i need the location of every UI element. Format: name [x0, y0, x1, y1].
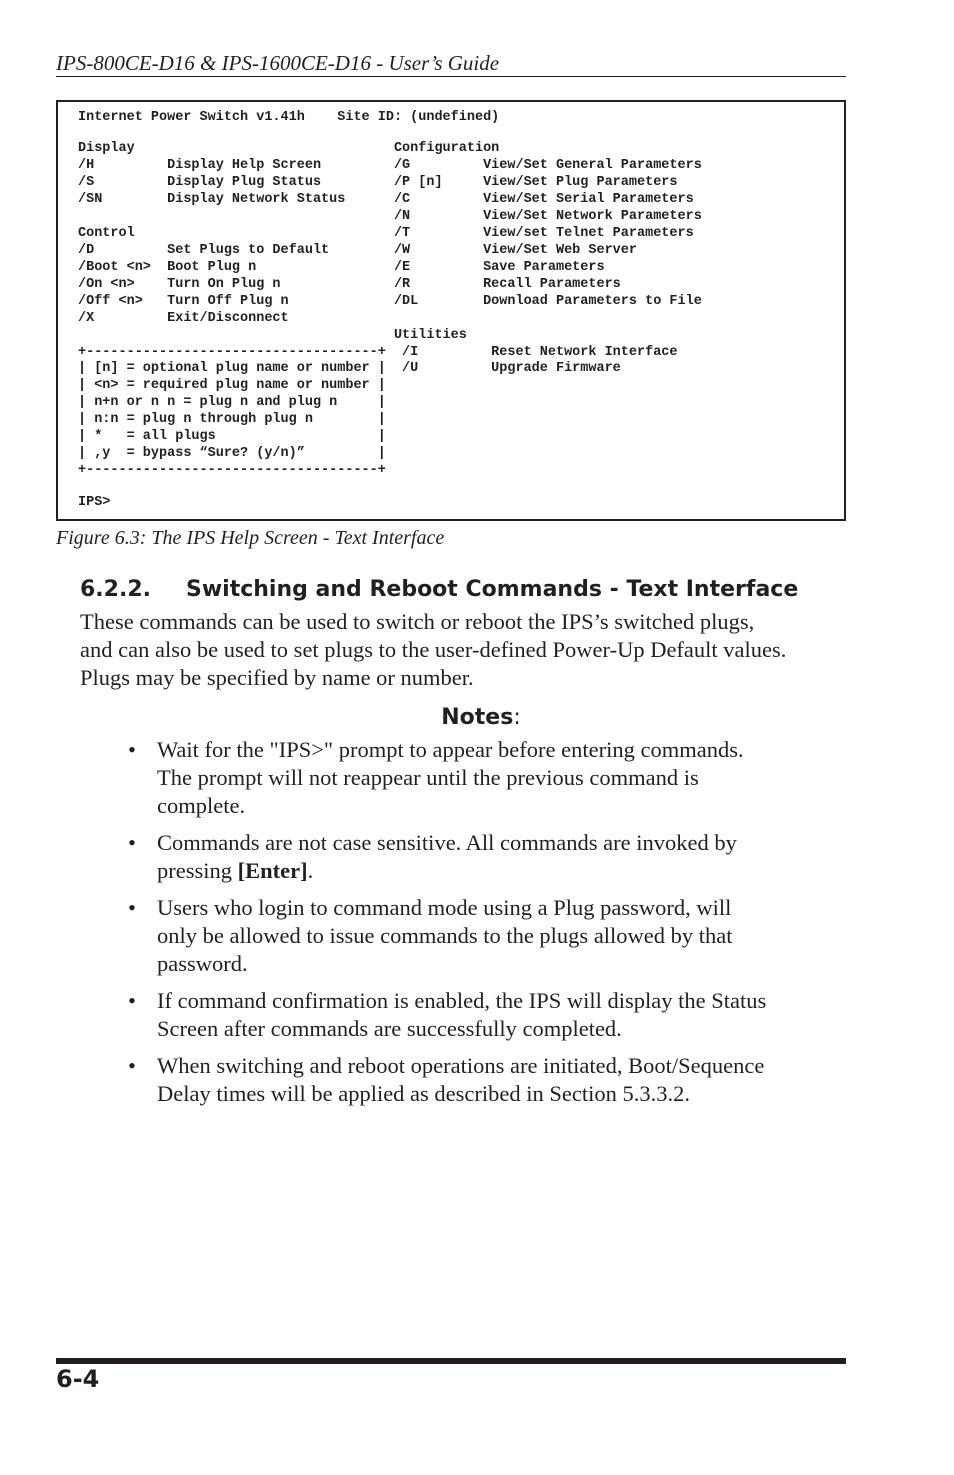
- terminal-line: Control /T View/set Telnet Parameters: [78, 226, 694, 241]
- intro-line: These commands can be used to switch or reboot the IPS’s switched plugs,: [80, 609, 755, 634]
- terminal-line: | n:n = plug n through plug n |: [78, 412, 386, 427]
- terminal-line: +------------------------------------+ /I Reset Network Interface: [78, 345, 678, 360]
- section-number: 6.2.2.: [80, 577, 151, 602]
- terminal-line: | ,y = bypass “Sure? (y/n)” |: [78, 446, 386, 461]
- note-line: If command confirmation is enabled, the IPS will display the Status: [157, 988, 767, 1013]
- terminal-line: /Off <n> Turn Off Plug n /DL Download Parameters to File: [78, 294, 702, 309]
- note-line: The prompt will not reappear until the previous command is: [157, 765, 699, 790]
- note-item: [128, 1052, 828, 1108]
- note-line: Users who login to command mode using a Plug password, will: [157, 895, 732, 920]
- note-item: [128, 736, 828, 820]
- header-rule: [56, 76, 846, 77]
- note-line: Commands are not case sensitive. All commands are invoked by: [157, 830, 737, 855]
- terminal-line: /N View/Set Network Parameters: [78, 209, 702, 224]
- terminal-line: /H Display Help Screen /G View/Set General Parameters: [78, 158, 702, 173]
- note-line: only be allowed to issue commands to the plugs allowed by that: [157, 923, 733, 948]
- terminal-line: +------------------------------------+: [78, 463, 386, 478]
- terminal-line: Display Configuration: [78, 141, 500, 156]
- enter-key-label: [Enter]: [237, 858, 308, 883]
- notes-heading: [0, 703, 954, 733]
- terminal-line: /D Set Plugs to Default /W View/Set Web Server: [78, 243, 637, 258]
- terminal-line: /On <n> Turn On Plug n /R Recall Parameters: [78, 277, 621, 292]
- note-text-segment: pressing: [157, 858, 238, 883]
- terminal-line: /S Display Plug Status /P [n] View/Set Plug Parameters: [78, 175, 678, 190]
- terminal-line: Utilities: [78, 328, 467, 343]
- note-line: When switching and reboot operations are initiated, Boot/Sequence: [157, 1053, 765, 1078]
- note-line: Wait for the "IPS>" prompt to appear before entering commands.: [157, 737, 744, 762]
- intro-line: Plugs may be specified by name or number.: [80, 665, 474, 690]
- note-line: Screen after commands are successfully completed.: [157, 1016, 622, 1041]
- intro-paragraph: [80, 608, 850, 692]
- section-heading: [80, 575, 798, 605]
- terminal-line: | * = all plugs |: [78, 429, 386, 444]
- notes-heading-text: Notes: [441, 705, 514, 730]
- bullet-icon: •: [128, 737, 136, 762]
- intro-line: and can also be used to set plugs to the user-defined Power-Up Default values.: [80, 637, 787, 662]
- terminal-line: /SN Display Network Status /C View/Set Serial Parameters: [78, 192, 694, 207]
- footer-rule: [56, 1358, 846, 1364]
- notes-heading-colon: :: [513, 705, 521, 730]
- note-text-segment: .: [307, 858, 314, 883]
- note-item: [128, 894, 828, 978]
- bullet-icon: •: [128, 1053, 136, 1078]
- terminal-line: /Boot <n> Boot Plug n /E Save Parameters: [78, 260, 605, 275]
- page-header-title: IPS-800CE-D16 & IPS-1600CE-D16 - User’s Guide: [56, 51, 500, 75]
- note-line: complete.: [157, 793, 246, 818]
- terminal-line: Internet Power Switch v1.41h Site ID: (undefined): [78, 110, 500, 125]
- terminal-line: /X Exit/Disconnect: [78, 311, 289, 326]
- note-item: [128, 987, 828, 1043]
- figure-caption: Figure 6.3: The IPS Help Screen - Text Interface: [56, 527, 445, 549]
- note-line: [157, 857, 837, 885]
- terminal-line: | n+n or n n = plug n and plug n |: [78, 395, 386, 410]
- note-item: [128, 829, 828, 885]
- terminal-screen: [56, 100, 846, 521]
- terminal-line: | <n> = required plug name or number |: [78, 378, 386, 393]
- note-line: Delay times will be applied as described in Section 5.3.3.2.: [157, 1081, 691, 1106]
- bullet-icon: •: [128, 830, 136, 855]
- bullet-icon: •: [128, 988, 136, 1013]
- page-number: 6-4: [56, 1365, 100, 1393]
- section-title: Switching and Reboot Commands - Text Interface: [186, 577, 799, 602]
- bullet-icon: •: [128, 895, 136, 920]
- terminal-prompt: IPS>: [78, 495, 111, 510]
- terminal-line: | [n] = optional plug name or number | /U Upgrade Firmware: [78, 361, 621, 376]
- note-line: password.: [157, 951, 248, 976]
